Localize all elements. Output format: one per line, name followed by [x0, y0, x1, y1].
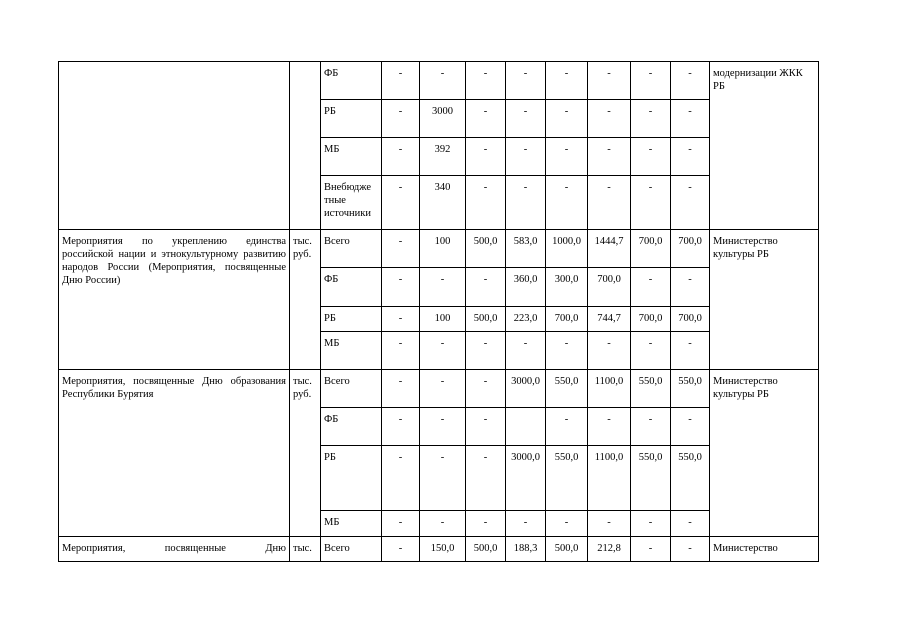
value-cell: - — [382, 62, 420, 100]
value-cell: - — [466, 138, 506, 176]
value-cell: - — [420, 332, 466, 370]
value-cell: 1100,0 — [588, 446, 631, 511]
funding-source-cell: ФБ — [321, 268, 382, 307]
value-cell: - — [671, 537, 710, 562]
value-cell: 500,0 — [546, 537, 588, 562]
value-cell: - — [588, 176, 631, 230]
value-cell: 700,0 — [671, 307, 710, 332]
value-cell: - — [382, 100, 420, 138]
value-cell: - — [382, 511, 420, 537]
value-cell: 550,0 — [631, 446, 671, 511]
unit-cell: тыс. руб. — [290, 230, 321, 370]
value-cell: - — [382, 268, 420, 307]
value-cell: - — [671, 332, 710, 370]
unit-cell: тыс. руб. — [290, 370, 321, 537]
value-cell: - — [382, 307, 420, 332]
value-cell: 3000,0 — [506, 446, 546, 511]
value-cell: - — [588, 408, 631, 446]
value-cell: 500,0 — [466, 230, 506, 268]
funding-source-cell: ФБ — [321, 62, 382, 100]
value-cell: - — [546, 62, 588, 100]
table-row — [59, 230, 819, 268]
executor-cell: Министерство — [710, 537, 819, 562]
value-cell: 700,0 — [671, 230, 710, 268]
value-cell: - — [506, 138, 546, 176]
funding-source-cell: Всего — [321, 537, 382, 562]
value-cell: - — [546, 138, 588, 176]
value-cell: - — [466, 62, 506, 100]
value-cell: 500,0 — [466, 537, 506, 562]
value-cell: - — [466, 408, 506, 446]
funding-source-cell: МБ — [321, 332, 382, 370]
value-cell: - — [506, 332, 546, 370]
value-cell: 100 — [420, 230, 466, 268]
value-cell: - — [588, 332, 631, 370]
value-cell — [506, 408, 546, 446]
executor-cell: Министерство культуры РБ — [710, 230, 819, 370]
funding-source-cell: Внебюдже тные источники — [321, 176, 382, 230]
value-cell: - — [466, 332, 506, 370]
budget-table — [58, 61, 819, 562]
value-cell: 150,0 — [420, 537, 466, 562]
value-cell: - — [671, 138, 710, 176]
funding-source-cell: РБ — [321, 307, 382, 332]
value-cell: - — [466, 176, 506, 230]
value-cell: - — [671, 511, 710, 537]
value-cell: - — [546, 176, 588, 230]
value-cell: 300,0 — [546, 268, 588, 307]
value-cell: - — [420, 511, 466, 537]
value-cell: 550,0 — [671, 446, 710, 511]
value-cell: - — [466, 446, 506, 511]
value-cell: - — [382, 332, 420, 370]
table-row — [59, 370, 819, 408]
value-cell: - — [546, 332, 588, 370]
value-cell: - — [631, 332, 671, 370]
value-cell: - — [506, 511, 546, 537]
value-cell: - — [466, 370, 506, 408]
value-cell: - — [506, 100, 546, 138]
value-cell: - — [631, 408, 671, 446]
value-cell: 550,0 — [546, 446, 588, 511]
value-cell: - — [671, 100, 710, 138]
value-cell: 100 — [420, 307, 466, 332]
value-cell: - — [382, 370, 420, 408]
table-row — [59, 537, 819, 562]
value-cell: - — [420, 446, 466, 511]
funding-source-cell: МБ — [321, 511, 382, 537]
value-cell: - — [420, 62, 466, 100]
value-cell: 340 — [420, 176, 466, 230]
value-cell: - — [466, 511, 506, 537]
value-cell: 3000 — [420, 100, 466, 138]
value-cell: - — [631, 138, 671, 176]
value-cell: - — [631, 62, 671, 100]
value-cell: - — [588, 511, 631, 537]
value-cell: - — [382, 446, 420, 511]
value-cell: - — [631, 268, 671, 307]
value-cell: 360,0 — [506, 268, 546, 307]
value-cell: - — [671, 62, 710, 100]
value-cell: - — [466, 268, 506, 307]
value-cell: - — [506, 176, 546, 230]
value-cell: - — [671, 408, 710, 446]
value-cell: - — [631, 537, 671, 562]
value-cell: - — [631, 511, 671, 537]
value-cell: 3000,0 — [506, 370, 546, 408]
value-cell: - — [382, 176, 420, 230]
table-row — [59, 62, 819, 100]
value-cell: - — [671, 176, 710, 230]
value-cell: 1000,0 — [546, 230, 588, 268]
value-cell: 392 — [420, 138, 466, 176]
value-cell: 223,0 — [506, 307, 546, 332]
funding-source-cell: ФБ — [321, 408, 382, 446]
value-cell: 700,0 — [631, 307, 671, 332]
value-cell: 700,0 — [631, 230, 671, 268]
value-cell: - — [420, 268, 466, 307]
unit-cell — [290, 62, 321, 230]
funding-source-cell: МБ — [321, 138, 382, 176]
activity-name-cell: Мероприятия, посвященные Дню образования Республики Бурятия — [59, 370, 290, 537]
value-cell: 188,3 — [506, 537, 546, 562]
funding-source-cell: РБ — [321, 100, 382, 138]
value-cell: 550,0 — [671, 370, 710, 408]
value-cell: 212,8 — [588, 537, 631, 562]
value-cell: - — [588, 100, 631, 138]
value-cell: - — [382, 230, 420, 268]
value-cell: 1444,7 — [588, 230, 631, 268]
value-cell: - — [588, 62, 631, 100]
activity-name-cell — [59, 62, 290, 230]
value-cell: - — [588, 138, 631, 176]
executor-cell: модернизации ЖКК РБ — [710, 62, 819, 230]
value-cell: - — [546, 511, 588, 537]
value-cell: - — [466, 100, 506, 138]
value-cell: - — [631, 176, 671, 230]
value-cell: 700,0 — [546, 307, 588, 332]
value-cell: - — [631, 100, 671, 138]
funding-source-cell: Всего — [321, 370, 382, 408]
value-cell: 700,0 — [588, 268, 631, 307]
value-cell: 550,0 — [631, 370, 671, 408]
value-cell: - — [420, 370, 466, 408]
value-cell: 550,0 — [546, 370, 588, 408]
funding-source-cell: РБ — [321, 446, 382, 511]
funding-source-cell: Всего — [321, 230, 382, 268]
value-cell: 744,7 — [588, 307, 631, 332]
activity-name-cell: Мероприятия, посвященные Дню — [59, 537, 290, 562]
value-cell: - — [671, 268, 710, 307]
value-cell: - — [382, 408, 420, 446]
value-cell: - — [382, 537, 420, 562]
executor-cell: Министерство культуры РБ — [710, 370, 819, 537]
unit-cell: тыс. — [290, 537, 321, 562]
activity-name-cell: Мероприятия по укреплению единства российской нации и этнокультурному развитию народов России (Мероприятия, посвященные Дню России) — [59, 230, 290, 370]
value-cell: - — [420, 408, 466, 446]
value-cell: 500,0 — [466, 307, 506, 332]
value-cell: 583,0 — [506, 230, 546, 268]
value-cell: - — [546, 100, 588, 138]
value-cell: - — [506, 62, 546, 100]
value-cell: - — [546, 408, 588, 446]
value-cell: 1100,0 — [588, 370, 631, 408]
value-cell: - — [382, 138, 420, 176]
